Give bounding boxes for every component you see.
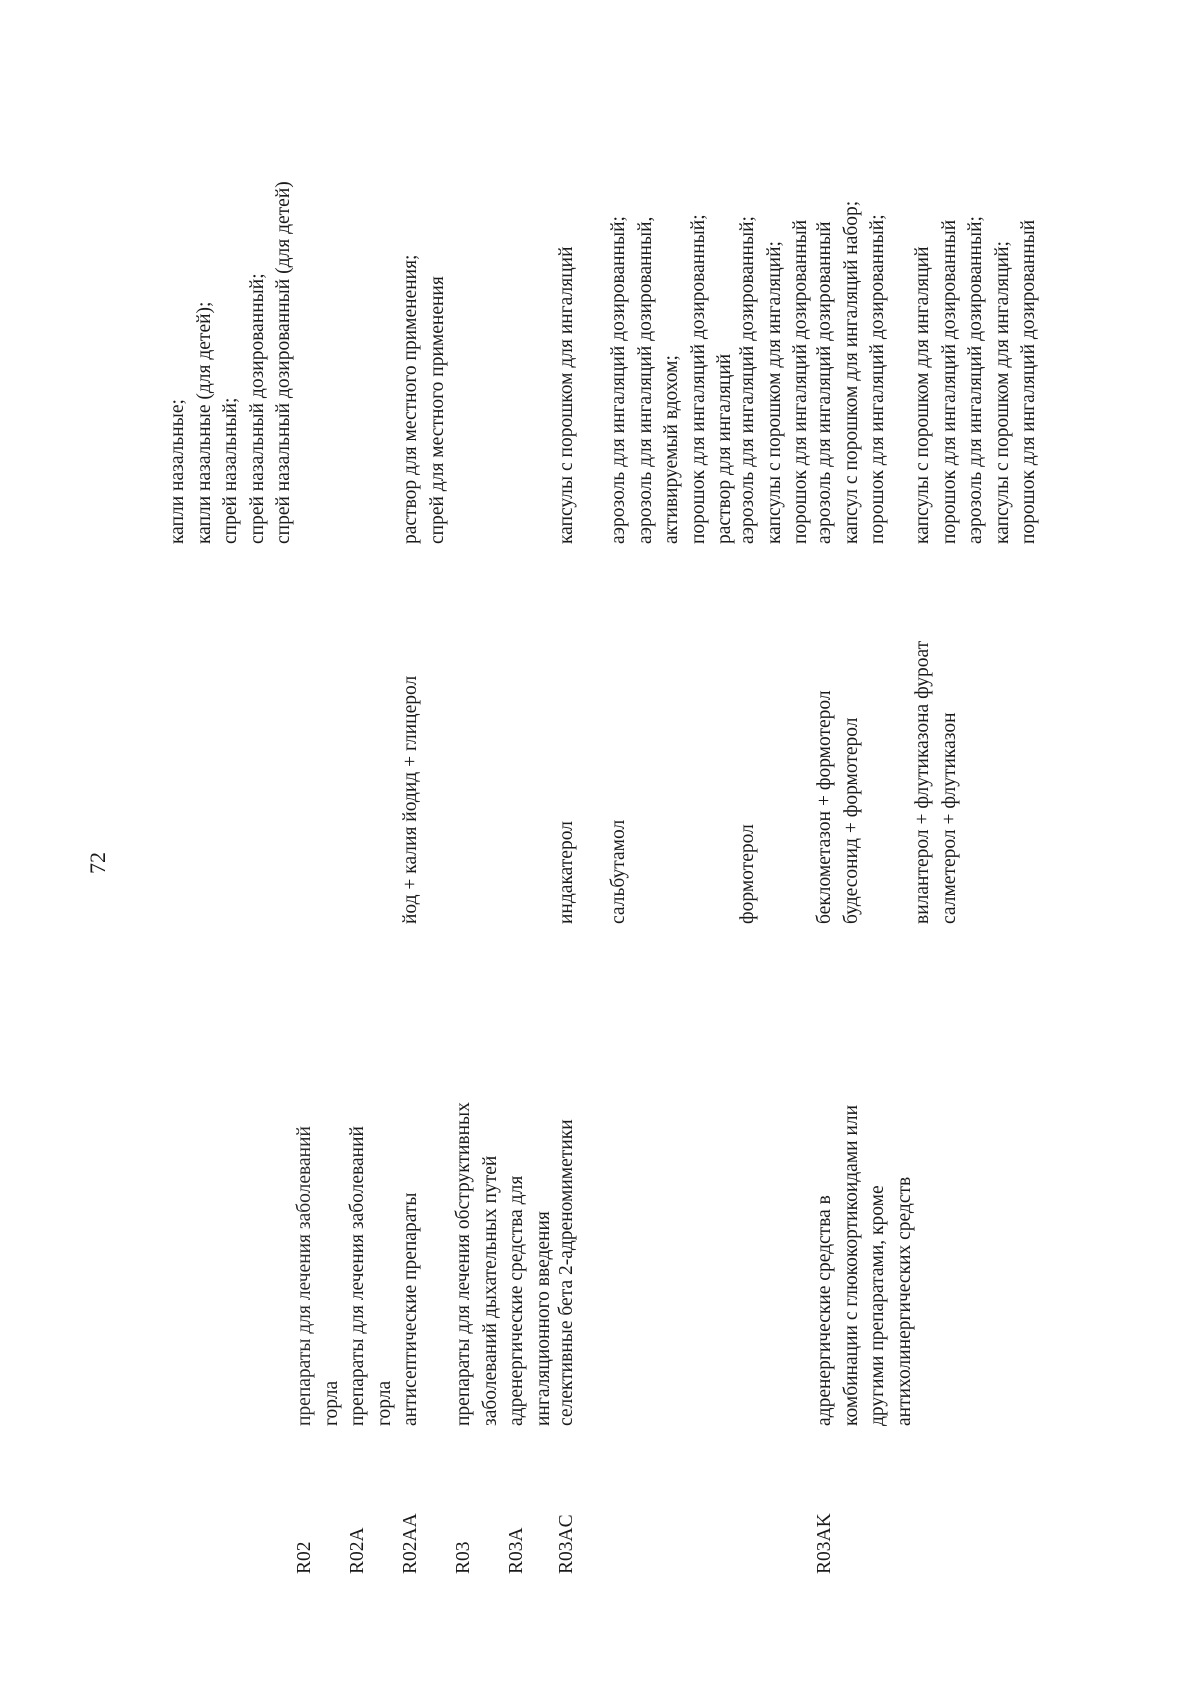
group-name-line: горла (320, 1380, 342, 1426)
group-name-cell (345, 956, 398, 1426)
group-name-line: антихолинергических средств (893, 1176, 915, 1426)
dosage-form: спрей для местного применения (426, 276, 448, 544)
atc-code: R02A (347, 1527, 368, 1574)
dosage-form: капли назальные; (167, 399, 188, 544)
inn-name: сальбутамол (608, 819, 629, 924)
group-name-cell (292, 956, 345, 1426)
group-name-cell (451, 956, 504, 1426)
group-name-line: антисептические препараты (400, 1192, 421, 1426)
dosage-form: капсулы с порошком для ингаляций; (991, 241, 1013, 544)
dosage-forms-cell (398, 44, 451, 544)
dosage-forms-cell (165, 44, 298, 544)
dosage-form: порошок для ингаляций дозированный; (867, 214, 888, 544)
dosage-form: капли назальные (для детей); (193, 301, 215, 544)
atc-code: R03 (453, 1541, 474, 1574)
dosage-forms-cell (812, 44, 892, 544)
group-name-line: препараты для лечения обструктивных (453, 1102, 474, 1426)
inn-name: вилантерол + флутиказона фуроат (912, 640, 933, 924)
inn-cell (554, 574, 581, 924)
group-name-line: адренергические средства в (814, 1195, 835, 1426)
group-name-line: заболеваний дыхательных путей (479, 1155, 501, 1426)
dosage-form: спрей назальный дозированный; (246, 273, 268, 544)
dosage-form: аэрозоль для ингаляций дозированный; (965, 216, 986, 544)
dosage-form: активируемый вдохом; (661, 355, 682, 544)
inn-name: будесонид + формотерол (840, 717, 862, 924)
group-name-cell (504, 956, 557, 1426)
dosage-form: спрей назальный; (220, 397, 241, 544)
inn-cell (606, 574, 633, 924)
inn-cell (812, 574, 865, 924)
group-name-line: ингаляционного введения (532, 1211, 554, 1426)
inn-name: индакатерол (556, 821, 577, 924)
dosage-form: порошок для ингаляций дозированный (1018, 219, 1039, 544)
atc-code: R02 (294, 1541, 315, 1574)
atc-code: R02AA (400, 1513, 421, 1574)
dosage-form: порошок для ингаляций дозированный (938, 219, 960, 544)
group-name-cell (812, 956, 918, 1426)
dosage-form: раствор для местного применения; (400, 254, 421, 544)
group-name-line: комбинации с глюкокортикоидами или (840, 1104, 862, 1426)
atc-code: R03AK (814, 1513, 835, 1574)
dosage-form: капсулы с порошком для ингаляций (556, 246, 577, 544)
dosage-form: капсулы с порошком для ингаляций (912, 246, 933, 544)
inn-name: беклометазон + формотерол (814, 690, 835, 924)
dosage-form: аэрозоль для ингаляций дозированный (814, 221, 835, 544)
dosage-form: аэрозоль для ингаляций дозированный; (608, 216, 629, 544)
group-name-cell (398, 956, 425, 1426)
group-name-line: горла (373, 1380, 395, 1426)
inn-name: йод + калия йодид + глицерол (400, 675, 421, 924)
dosage-form: порошок для ингаляций дозированный; (687, 214, 709, 544)
inn-cell (910, 574, 963, 924)
group-name-line: препараты для лечения заболеваний (294, 1126, 315, 1426)
atc-code: R03AC (556, 1514, 577, 1574)
inn-cell (398, 574, 425, 924)
dosage-form: аэрозоль для ингаляций дозированный; (737, 216, 758, 544)
dosage-forms-cell (606, 44, 739, 544)
inn-cell (735, 574, 762, 924)
dosage-form: порошок для ингаляций дозированный (790, 219, 811, 544)
dosage-forms-cell (910, 44, 1043, 544)
dosage-form: аэрозоль для ингаляций дозированный, (634, 216, 656, 544)
inn-name: формотерол (737, 824, 758, 924)
atc-code: R03A (506, 1527, 527, 1574)
dosage-form: раствор для ингаляций (714, 353, 735, 544)
group-name-line: другими препаратами, кроме (867, 1185, 888, 1426)
group-name-line: адренергические средства для (506, 1175, 527, 1426)
dosage-forms-cell (735, 44, 815, 544)
inn-name: салметерол + флутиказон (938, 712, 960, 924)
dosage-form: спрей назальный дозированный (для детей) (273, 181, 294, 544)
dosage-form: капсулы с порошком для ингаляций; (763, 241, 785, 544)
group-name-line: препараты для лечения заболеваний (347, 1126, 368, 1426)
dosage-form: капсул с порошком для ингаляций набор; (840, 200, 862, 544)
page-number: 72 (85, 852, 110, 874)
group-name-line: селективные бета 2-адреномиметики (556, 1119, 577, 1426)
group-name-cell (554, 956, 581, 1426)
dosage-forms-cell (554, 44, 581, 544)
